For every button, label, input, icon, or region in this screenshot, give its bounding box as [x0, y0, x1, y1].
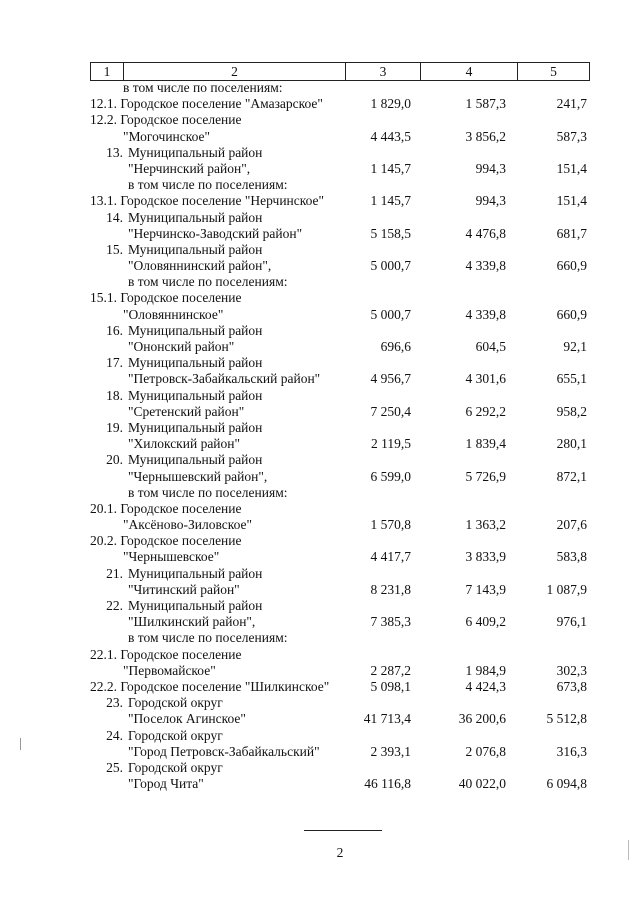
row-name: "Шилкинский район",: [128, 614, 256, 630]
table-row: [0, 323, 640, 339]
row-name: 13.1. Городское поселение "Нерчинское": [90, 193, 325, 209]
row-number: 22.: [106, 598, 123, 613]
row-name: в том числе по поселениям:: [128, 177, 288, 193]
table-row: [0, 210, 640, 226]
row-value-col5: 673,8: [556, 678, 587, 694]
table-row: [0, 566, 640, 582]
row-name: Муниципальный район: [128, 209, 263, 225]
row-name: Городской округ: [128, 727, 223, 743]
row-number: 17.: [106, 355, 123, 371]
row-value-col4: 994,3: [475, 160, 506, 176]
row-name: 20.1. Городское поселение: [90, 500, 242, 516]
row-value-col3: 5 098,1: [370, 678, 411, 694]
table-row: [0, 161, 640, 177]
row-value-col4: 4 424,3: [465, 678, 506, 694]
row-value-col5: 660,9: [556, 306, 587, 322]
row-value-col3: 1 829,0: [370, 96, 411, 112]
row-value-col4: 2 076,8: [465, 743, 506, 759]
row-value-col4: 604,5: [475, 339, 506, 354]
row-name: в том числе по поселениям:: [128, 274, 288, 290]
table-row: [0, 760, 640, 776]
row-value-col4: 6 292,2: [465, 403, 506, 419]
row-value-col3: 8 231,8: [370, 581, 411, 597]
table-row: [0, 630, 640, 646]
row-value-col4: 3 833,9: [465, 549, 506, 565]
row-name: "Чернышевское": [123, 549, 220, 565]
table-row: [0, 404, 640, 420]
table-row: [0, 355, 640, 371]
row-value-col5: 302,3: [556, 662, 587, 678]
row-name: Муниципальный район: [128, 355, 263, 371]
row-value-col5: 1 087,9: [546, 581, 587, 597]
row-value-col5: 241,7: [556, 96, 587, 112]
table-row: [0, 339, 640, 355]
row-value-col3: 7 385,3: [370, 614, 411, 630]
row-value-col3: 2 119,5: [371, 436, 411, 452]
margin-mark: [20, 738, 21, 750]
row-value-col5: 6 094,8: [546, 776, 587, 792]
header-col-2: 2: [124, 63, 346, 80]
row-name: 22.1. Городское поселение: [90, 646, 242, 662]
row-value-col3: 5 158,5: [370, 225, 411, 241]
row-number: 14.: [106, 209, 123, 225]
row-value-col3: 7 250,4: [370, 403, 411, 419]
row-value-col4: 4 476,8: [465, 225, 506, 241]
row-value-col5: 660,9: [556, 258, 587, 274]
row-value-col3: 2 287,2: [370, 662, 411, 678]
row-value-col5: 151,4: [556, 193, 587, 209]
row-name: Городской округ: [128, 695, 223, 711]
row-value-col4: 40 022,0: [458, 776, 506, 792]
row-value-col5: 872,1: [556, 468, 587, 484]
table-row: [0, 307, 640, 323]
table-row: [0, 728, 640, 744]
row-value-col3: 5 000,7: [370, 306, 411, 322]
table-row: [0, 744, 640, 760]
row-value-col3: 2 393,1: [370, 743, 411, 759]
row-value-col5: 316,3: [556, 743, 587, 759]
table-row: [0, 96, 640, 112]
row-number: 25.: [106, 759, 123, 775]
row-name: в том числе по поселениям:: [123, 80, 283, 95]
row-name: Городской округ: [128, 759, 223, 775]
row-name: "Чернышевский район",: [128, 468, 268, 484]
row-value-col3: 1 145,7: [370, 160, 411, 176]
row-value-col5: 5 512,8: [546, 711, 587, 727]
row-name: Муниципальный район: [128, 322, 263, 338]
row-name: "Оловяннинское": [123, 306, 224, 322]
row-value-col4: 1 587,3: [465, 96, 506, 112]
table-row: [0, 112, 640, 128]
row-value-col5: 280,1: [556, 436, 587, 452]
header-col-3: 3: [346, 63, 421, 80]
row-name: Муниципальный район: [128, 241, 263, 257]
table-row: [0, 469, 640, 485]
row-value-col4: 7 143,9: [465, 581, 506, 597]
row-value-col3: 4 443,5: [370, 128, 411, 144]
row-value-col5: 958,2: [556, 403, 587, 419]
row-name: 20.2. Городское поселение: [90, 533, 242, 549]
row-name: "Читинский район": [128, 581, 240, 597]
row-value-col4: 5 726,9: [465, 468, 506, 484]
row-number: 19.: [106, 419, 123, 435]
row-value-col5: 681,7: [556, 225, 587, 241]
row-name: 12.2. Городское поселение: [90, 112, 242, 128]
row-value-col5: 583,8: [556, 549, 587, 565]
row-name: Муниципальный район: [128, 598, 263, 613]
table-row: [0, 663, 640, 679]
row-name: в том числе по поселениям:: [128, 630, 288, 646]
row-value-col4: 4 339,8: [465, 258, 506, 274]
table-row: [0, 177, 640, 193]
header-col-5: 5: [550, 63, 557, 79]
table-row: [0, 679, 640, 695]
row-name: "Ононский район": [128, 339, 235, 354]
row-value-col4: 1 984,9: [465, 662, 506, 678]
row-value-col4: 3 856,2: [465, 128, 506, 144]
table-row: [0, 695, 640, 711]
row-name: "Первомайское": [123, 662, 216, 678]
row-number: 18.: [106, 387, 123, 403]
row-name: Муниципальный район: [128, 144, 263, 160]
row-name: "Нерчинский район",: [128, 160, 251, 176]
row-value-col4: 1 839,4: [465, 436, 506, 452]
row-name: Муниципальный район: [128, 419, 263, 435]
row-number: 23.: [106, 695, 123, 711]
table-row: [0, 226, 640, 242]
margin-mark: [628, 840, 629, 860]
row-name: Муниципальный район: [128, 565, 263, 581]
table-row: [0, 501, 640, 517]
table-row: [0, 129, 640, 145]
row-value-col4: 6 409,2: [465, 614, 506, 630]
header-col-1: 1: [91, 63, 124, 80]
row-number: 16.: [106, 322, 123, 338]
row-name: 12.1. Городское поселение "Амазарское": [90, 96, 323, 112]
row-name: "Могочинское": [123, 128, 211, 144]
row-value-col3: 1 145,7: [370, 193, 411, 209]
table-row: [0, 388, 640, 404]
row-value-col4: 4 339,8: [465, 306, 506, 322]
row-name: "Город Чита": [128, 776, 204, 792]
row-name: Муниципальный район: [128, 387, 263, 403]
row-value-col3: 6 599,0: [370, 468, 411, 484]
table-row: [0, 647, 640, 663]
row-value-col4: 4 301,6: [465, 371, 506, 387]
header-col-4: 4: [421, 63, 518, 80]
footnote-divider: [304, 830, 382, 831]
row-name: "Аксёново-Зиловское": [123, 517, 253, 533]
row-name: 22.2. Городское поселение "Шилкинское": [90, 678, 330, 694]
table-row: [0, 242, 640, 258]
table-row: [0, 776, 640, 792]
row-name: "Нерчинско-Заводский район": [128, 225, 303, 241]
row-value-col4: 994,3: [475, 193, 506, 209]
row-name: "Сретенский район": [128, 403, 245, 419]
table-row: [0, 258, 640, 274]
row-value-col5: 655,1: [556, 371, 587, 387]
row-name: "Хилокский район": [128, 436, 241, 452]
table-row: [0, 290, 640, 306]
table-row: [0, 420, 640, 436]
table-row: [0, 598, 640, 614]
row-value-col5: 92,1: [563, 339, 587, 354]
row-value-col5: 207,6: [556, 517, 587, 533]
row-name: "Оловяннинский район",: [128, 258, 272, 274]
row-value-col4: 1 363,2: [465, 517, 506, 533]
table-header: [90, 62, 590, 81]
page-number: 2: [336, 845, 344, 860]
table-row: [0, 452, 640, 468]
row-number: 15.: [106, 241, 123, 257]
table-row: [0, 436, 640, 452]
row-value-col3: 5 000,7: [370, 258, 411, 274]
table-row: [0, 193, 640, 209]
table-row: [0, 582, 640, 598]
row-value-col3: 41 713,4: [363, 711, 411, 727]
row-number: 13.: [106, 144, 123, 160]
table-row: [0, 517, 640, 533]
row-name: в том числе по поселениям:: [128, 484, 288, 500]
row-value-col3: 4 956,7: [370, 371, 411, 387]
row-value-col4: 36 200,6: [458, 711, 506, 727]
row-number: 20.: [106, 452, 123, 468]
table-row: [0, 711, 640, 727]
table-row: [0, 614, 640, 630]
row-value-col5: 976,1: [556, 614, 587, 630]
row-name: Муниципальный район: [128, 452, 263, 468]
table-row: [0, 485, 640, 501]
table-row: [0, 145, 640, 161]
row-value-col3: 1 570,8: [370, 517, 411, 533]
table-row: [0, 549, 640, 565]
row-name: "Город Петровск-Забайкальский": [128, 743, 320, 759]
row-name: 15.1. Городское поселение: [90, 290, 242, 306]
table-row: [0, 80, 640, 96]
row-value-col3: 46 116,8: [364, 776, 411, 792]
row-value-col3: 4 417,7: [370, 549, 411, 565]
table-row: [0, 533, 640, 549]
row-name: "Петровск-Забайкальский район": [128, 371, 321, 387]
row-number: 21.: [106, 565, 123, 581]
table-row: [0, 371, 640, 387]
row-value-col3: 696,6: [380, 339, 411, 354]
row-value-col5: 151,4: [556, 160, 587, 176]
table-body: [0, 80, 640, 792]
row-name: "Поселок Агинское": [128, 711, 246, 727]
row-number: 24.: [106, 727, 123, 743]
row-value-col5: 587,3: [556, 128, 587, 144]
table-row: [0, 274, 640, 290]
